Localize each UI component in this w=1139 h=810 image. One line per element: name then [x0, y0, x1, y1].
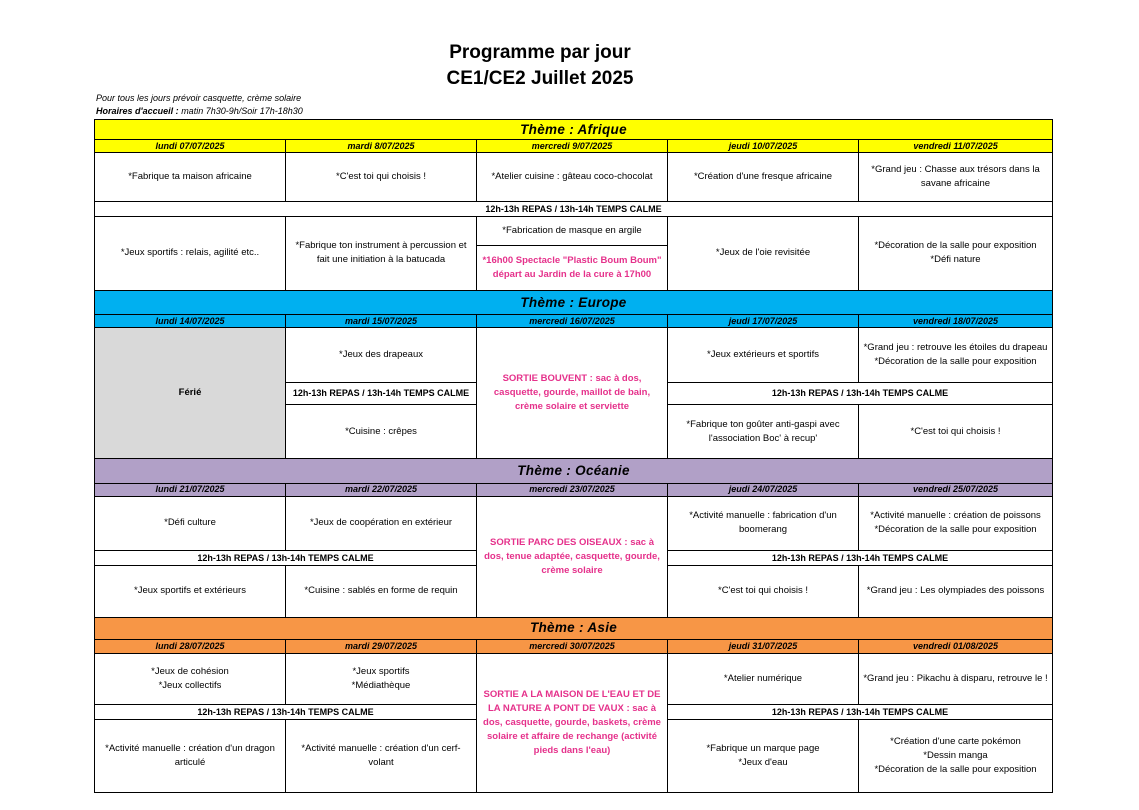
activity-cell: *Jeux sportifs : relais, agilité etc..: [95, 216, 286, 291]
meal-break-row: 12h-13h REPAS / 13h-14h TEMPS CALME: [95, 201, 1053, 216]
activity-line: *Médiathèque: [351, 680, 411, 691]
activity-cell: *Cuisine : crêpes: [286, 405, 477, 459]
holiday-cell: Férié: [95, 328, 286, 459]
day-header: mercredi 23/07/2025: [477, 483, 668, 496]
outing-cell: SORTIE BOUVENT : sac à dos, casquette, gourde, maillot de bain, crème solaire et serviette: [477, 328, 668, 459]
theme-europe-header: Thème : Europe: [95, 291, 1053, 315]
day-header: lundi 14/07/2025: [95, 315, 286, 328]
activity-cell: [95, 653, 286, 704]
day-header: mercredi 16/07/2025: [477, 315, 668, 328]
day-header: lundi 21/07/2025: [95, 483, 286, 496]
meal-break-cell: 12h-13h REPAS / 13h-14h TEMPS CALME: [668, 382, 1053, 404]
day-header: mardi 22/07/2025: [286, 483, 477, 496]
activity-cell: *Jeux sportifs et extérieurs: [95, 566, 286, 617]
page-subtitle: CE1/CE2 Juillet 2025: [446, 68, 634, 89]
activity-cell: *Grand jeu : Pikachu à disparu, retrouve le !: [859, 653, 1053, 704]
theme-asie-header: Thème : Asie: [95, 617, 1053, 639]
activity-cell: *Atelier cuisine : gâteau coco-chocolat: [477, 153, 668, 201]
event-highlight-cell: *16h00 Spectacle "Plastic Boum Boum" départ au Jardin de la cure à 17h00: [477, 245, 668, 290]
schedule-table: [94, 119, 1053, 793]
activity-cell: *Jeux de coopération en extérieur: [286, 496, 477, 550]
activity-line: *Décoration de la salle pour exposition: [874, 764, 1037, 776]
day-header: mardi 29/07/2025: [286, 639, 477, 653]
activity-line: *Jeux d'eau: [738, 757, 788, 769]
activity-cell: *Atelier numérique: [668, 653, 859, 704]
activity-cell: *Grand jeu : Les olympiades des poissons: [859, 566, 1053, 617]
activity-line: *Jeux sportifs: [352, 666, 410, 677]
opening-hours-value: matin 7h30-9h/Soir 17h-18h30: [178, 106, 303, 116]
activity-cell: *Activité manuelle : création d'un cerf-volant: [286, 720, 477, 793]
outing-cell: SORTIE PARC DES OISEAUX : sac à dos, tenue adaptée, casquette, gourde, crème solaire: [477, 496, 668, 617]
activity-line: *Jeux de cohésion: [151, 666, 229, 677]
theme-oceanie-header: Thème : Océanie: [95, 459, 1053, 483]
activity-cell: *Jeux de l'oie revisitée: [668, 216, 859, 291]
day-header: mercredi 9/07/2025: [477, 140, 668, 153]
day-header: vendredi 11/07/2025: [859, 140, 1053, 153]
activity-cell: [859, 496, 1053, 550]
day-header: mardi 15/07/2025: [286, 315, 477, 328]
activity-cell: [286, 653, 477, 704]
activity-cell: [859, 720, 1053, 793]
meal-break-cell: 12h-13h REPAS / 13h-14h TEMPS CALME: [668, 551, 1053, 566]
day-header: mardi 8/07/2025: [286, 140, 477, 153]
activity-cell: *Jeux des drapeaux: [286, 328, 477, 382]
day-header: jeudi 17/07/2025: [668, 315, 859, 328]
meal-break-cell: 12h-13h REPAS / 13h-14h TEMPS CALME: [286, 382, 477, 404]
opening-hours-note: [96, 105, 303, 117]
activity-cell: *Grand jeu : Chasse aux trésors dans la savane africaine: [859, 153, 1053, 201]
day-header: jeudi 10/07/2025: [668, 140, 859, 153]
meal-break-cell: 12h-13h REPAS / 13h-14h TEMPS CALME: [668, 705, 1053, 720]
activity-cell: *C'est toi qui choisis !: [859, 405, 1053, 459]
activity-cell: *Défi culture: [95, 496, 286, 550]
meal-break-cell: 12h-13h REPAS / 13h-14h TEMPS CALME: [95, 551, 477, 566]
activity-cell: [859, 328, 1053, 382]
activity-line: *Jeux collectifs: [158, 680, 222, 691]
day-header: vendredi 18/07/2025: [859, 315, 1053, 328]
theme-afrique-header: Thème : Afrique: [95, 120, 1053, 140]
activity-cell: [859, 216, 1053, 291]
activity-line: *Création d'une carte pokémon: [890, 736, 1021, 748]
meal-break-cell: 12h-13h REPAS / 13h-14h TEMPS CALME: [95, 705, 477, 720]
day-header: jeudi 31/07/2025: [668, 639, 859, 653]
day-header: vendredi 01/08/2025: [859, 639, 1053, 653]
activity-line: *Décoration de la salle pour exposition: [874, 524, 1037, 536]
activity-cell: *Activité manuelle : création d'un dragon articulé: [95, 720, 286, 793]
activity-cell: *Fabrication de masque en argile: [477, 216, 668, 245]
activity-line: *Grand jeu : retrouve les étoiles du drapeau: [863, 342, 1048, 354]
day-header: jeudi 24/07/2025: [668, 483, 859, 496]
day-header: lundi 07/07/2025: [95, 140, 286, 153]
day-header: lundi 28/07/2025: [95, 639, 286, 653]
outing-cell: SORTIE A LA MAISON DE L'EAU ET DE LA NATURE A PONT DE VAUX : sac à dos, casquette, gourde, baskets, crème solaire et affaire de rechange (activité pieds dans l'eau): [477, 653, 668, 792]
opening-hours-label: Horaires d'accueil :: [96, 106, 179, 116]
activity-cell: *Fabrique ta maison africaine: [95, 153, 286, 201]
activity-cell: *Activité manuelle : fabrication d'un boomerang: [668, 496, 859, 550]
activity-line: *Défi nature: [930, 254, 981, 266]
day-header: vendredi 25/07/2025: [859, 483, 1053, 496]
activity-cell: *Fabrique ton instrument à percussion et fait une initiation à la batucada: [286, 216, 477, 291]
activity-line: *Dessin manga: [923, 750, 988, 762]
activity-cell: *Fabrique ton goûter anti-gaspi avec l'association Boc' à recup': [668, 405, 859, 459]
activity-cell: *Création d'une fresque africaine: [668, 153, 859, 201]
activity-line: *Fabrique un marque page: [706, 743, 820, 755]
activity-cell: *Jeux extérieurs et sportifs: [668, 328, 859, 382]
day-header: mercredi 30/07/2025: [477, 639, 668, 653]
activity-line: *Activité manuelle : création de poissons: [870, 510, 1041, 522]
equipment-note: Pour tous les jours prévoir casquette, crème solaire: [96, 93, 302, 103]
activity-line: *Décoration de la salle pour exposition: [874, 240, 1037, 252]
activity-line: *Décoration de la salle pour exposition: [874, 356, 1037, 368]
activity-cell: *Cuisine : sablés en forme de requin: [286, 566, 477, 617]
page-title: Programme par jour: [449, 42, 631, 63]
activity-cell: *C'est toi qui choisis !: [286, 153, 477, 201]
activity-cell: *C'est toi qui choisis !: [668, 566, 859, 617]
activity-cell: [668, 720, 859, 793]
